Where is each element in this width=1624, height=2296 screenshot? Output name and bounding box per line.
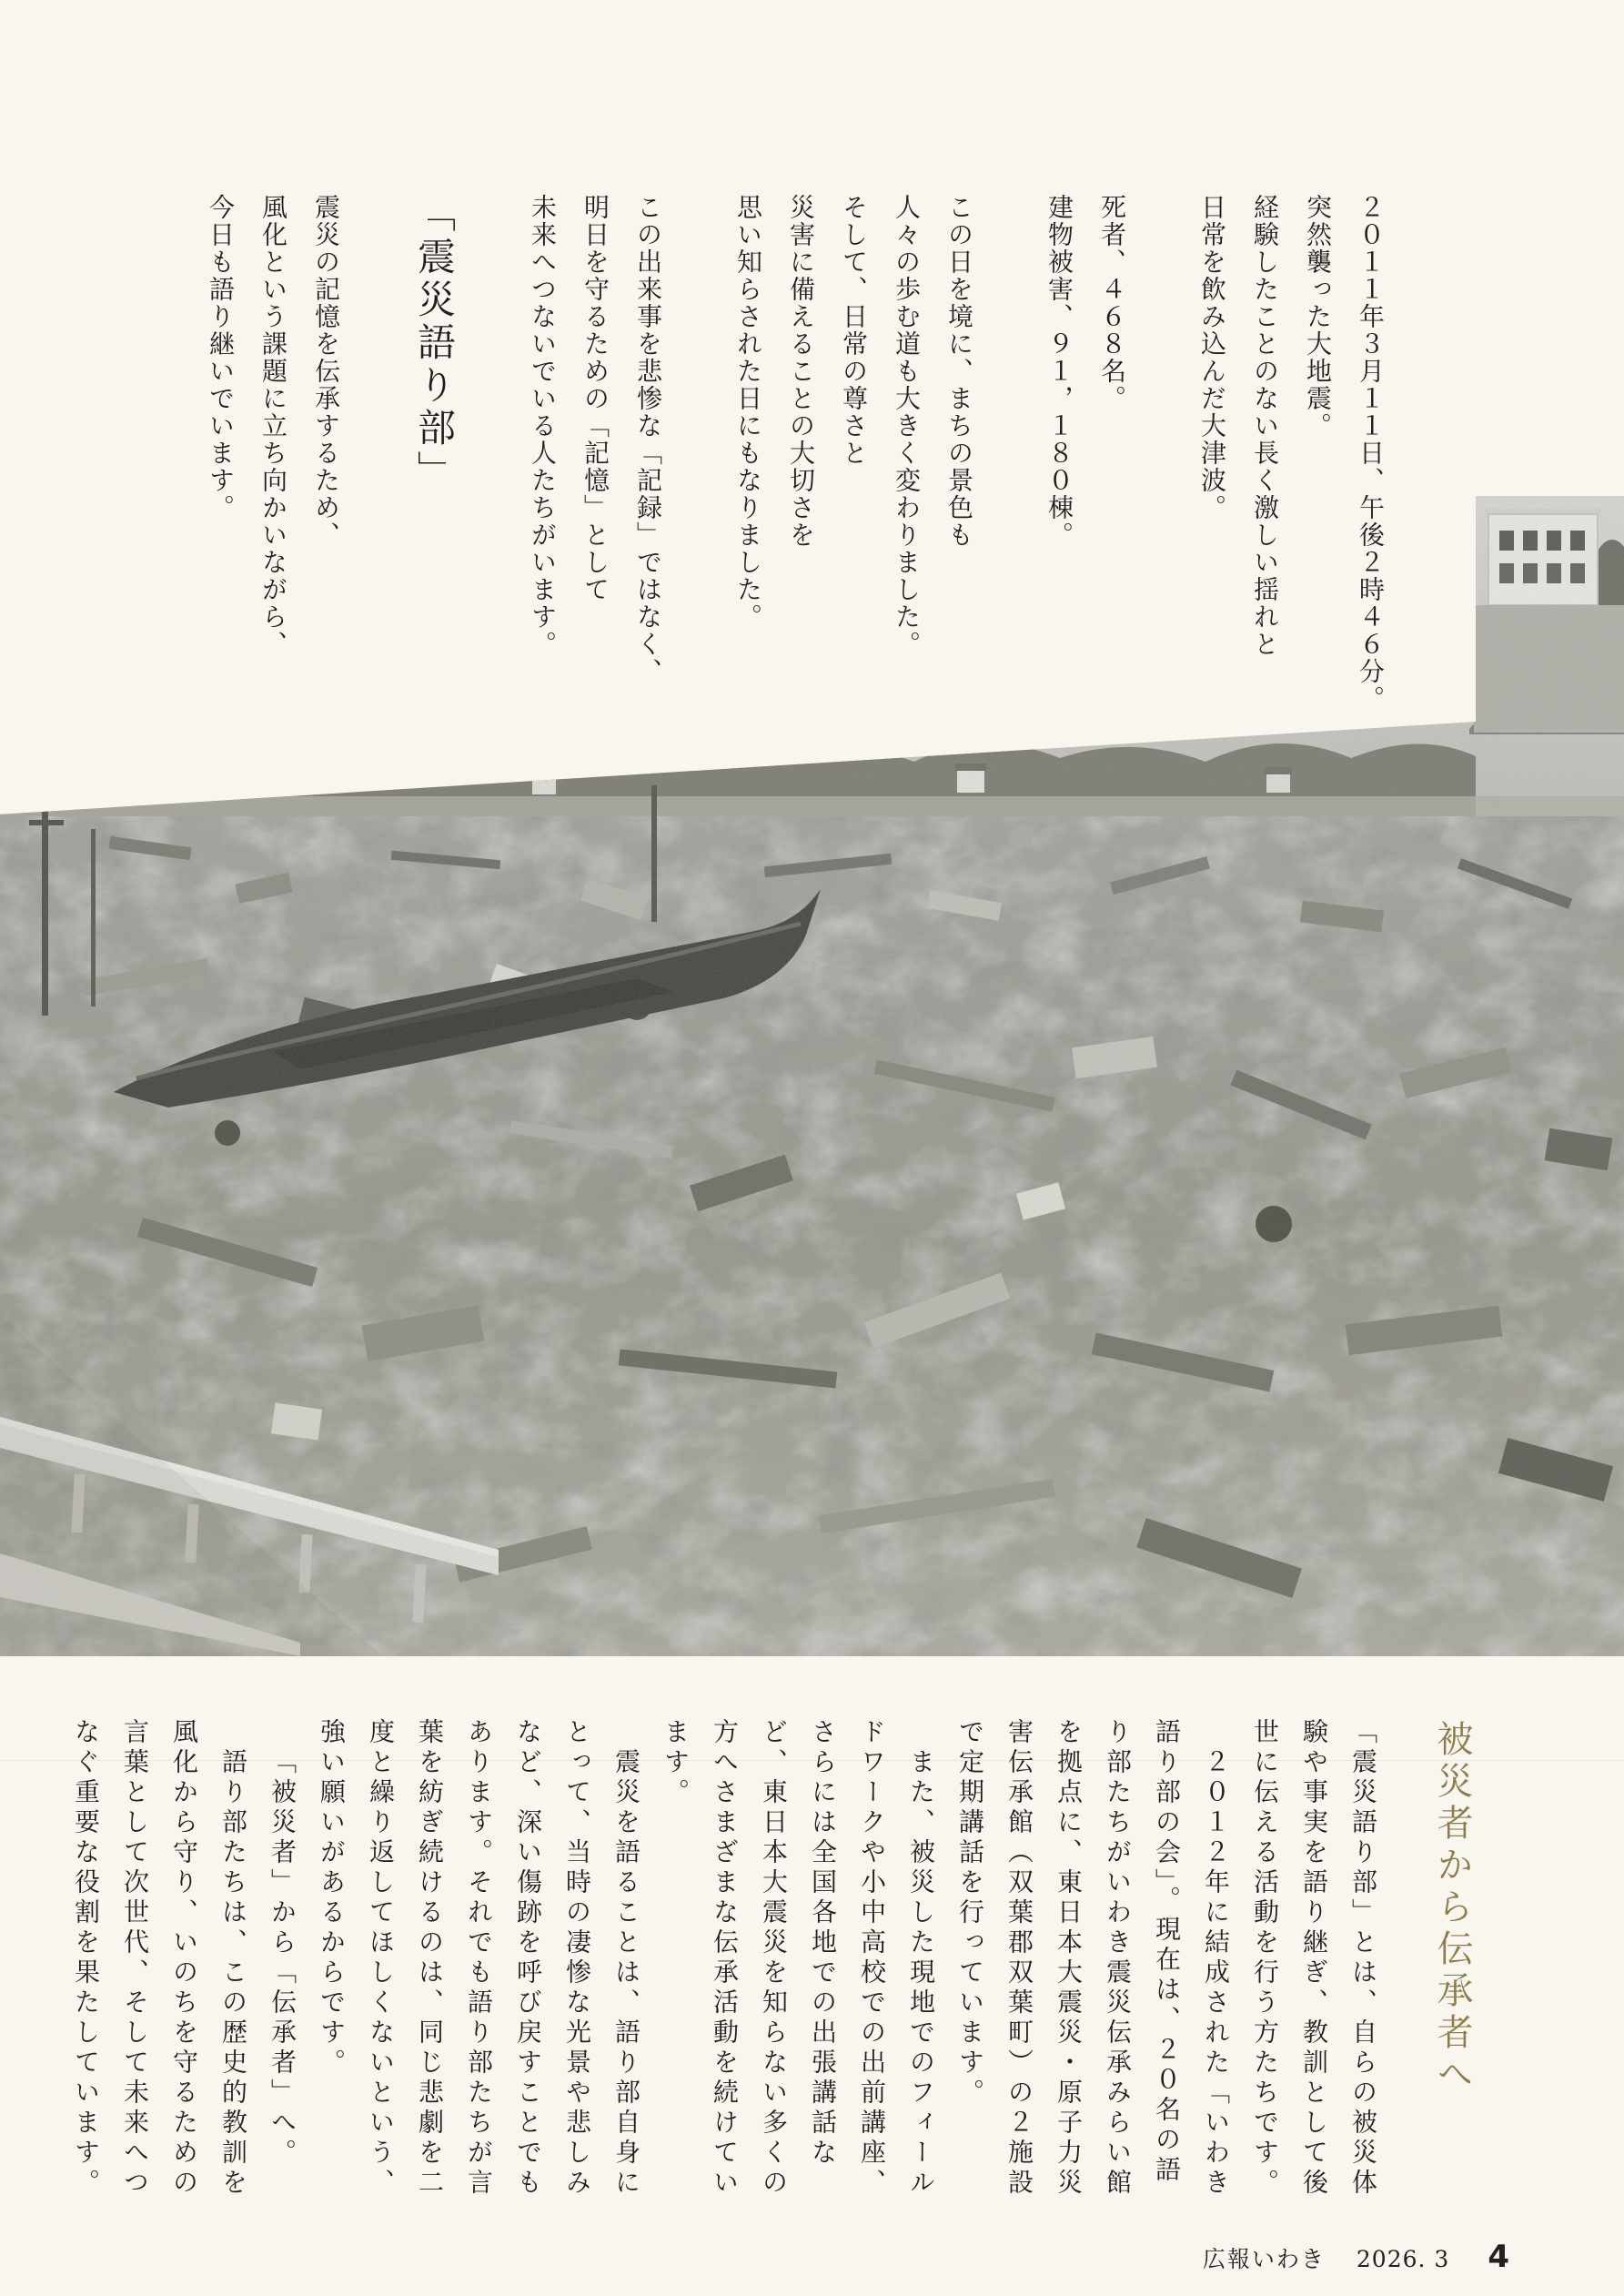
poem-line: 震災の記憶を伝承するため、 (311, 194, 341, 549)
poem-line: 思い知らされた日にもなりました。 (733, 194, 763, 631)
section-heading: 被災者から伝承者へ (1431, 1720, 1473, 2097)
body-text-section (61, 1718, 1387, 2211)
poem-line: 明日を守るための「記憶」として (580, 194, 610, 603)
poem-heading-stanza (399, 194, 469, 785)
issue-date: 2026. 3 (1356, 2246, 1450, 2272)
poem-line: 未来へつないでいる人たちがいます。 (528, 194, 558, 658)
poem-line: ２０１１年３月１１日、午後２時４６分。 (1356, 194, 1386, 713)
poem-heading-line: 「震災語り部」 (412, 194, 457, 493)
body-paragraph: 「震災語り部」とは、自らの被災体験や事実を語り継ぎ、教訓として後世に伝える活動を行う方たちです。 (1250, 1718, 1378, 2199)
page-footer (1203, 2239, 1509, 2275)
poem-stanza (516, 194, 674, 785)
poem-stanza (721, 194, 985, 785)
poem-line: 経験したことのない長く激しい揺れと (1250, 194, 1280, 658)
poem-line: 風化という課題に立ち向かいながら、 (258, 194, 288, 658)
lead-poem-section (194, 194, 1397, 785)
page-number: 4 (1488, 2239, 1509, 2275)
body-paragraph: ２０１２年に結成された「いわき語り部の会」。現在は、２０名の語り部たちがいわき震災伝承みらい館を拠点に、東日本大震災・原子力災害伝承館（双葉郡双葉町）の２施設で定期講話を行っています。 (955, 1718, 1231, 2199)
body-paragraph: 語り部たちは、この歴史的教訓を風化から守り、いのちを守るための言葉として次世代、そして未来へつなぐ重要な役割を果たしています。 (71, 1718, 248, 2199)
poem-line: 人々の歩む道も大きく変わりました。 (892, 194, 922, 658)
poem-line: 今日も語り継いでいます。 (206, 194, 236, 521)
poem-line: 突然襲った大地震。 (1303, 194, 1333, 440)
poem-stanza (1033, 194, 1138, 785)
poem-line: 日常を飲み込んだ大津波。 (1197, 194, 1227, 521)
poem-line: この出来事を悲惨な「記録」ではなく、 (633, 194, 663, 685)
poem-stanza (1185, 194, 1397, 785)
poem-line: この日を境に、まちの景色も (944, 194, 974, 549)
body-paragraph: 「被災者」から「伝承者」へ。 (267, 1748, 298, 2169)
publication-name: 広報いわき (1202, 2246, 1326, 2272)
poem-stanza (194, 194, 352, 785)
body-paragraph: 震災を語ることは、語り部自身にとって、当時の凄惨な光景や悲しみなど、深い傷跡を呼び戻すことでもあります。それでも語り部たちが言葉を紡ぎ続けるのは、同じ悲劇を二度と繰り返してほしくないという、強い願いがあるからです。 (317, 1718, 641, 2199)
body-paragraph: また、被災した現地でのフィールドワークや小中高校での出前講座、さらには全国各地での出張講話など、東日本大震災を知らない多くの方へさまざまな伝承活動を続けています。 (661, 1718, 936, 2199)
poem-line: 死者、４６８名。 (1097, 194, 1127, 412)
poem-line: そして、日常の尊さと (839, 194, 869, 467)
poem-line: 建物被害、９１，１８０棟。 (1044, 194, 1074, 549)
poem-line: 災害に備えることの大切さを (786, 194, 816, 549)
